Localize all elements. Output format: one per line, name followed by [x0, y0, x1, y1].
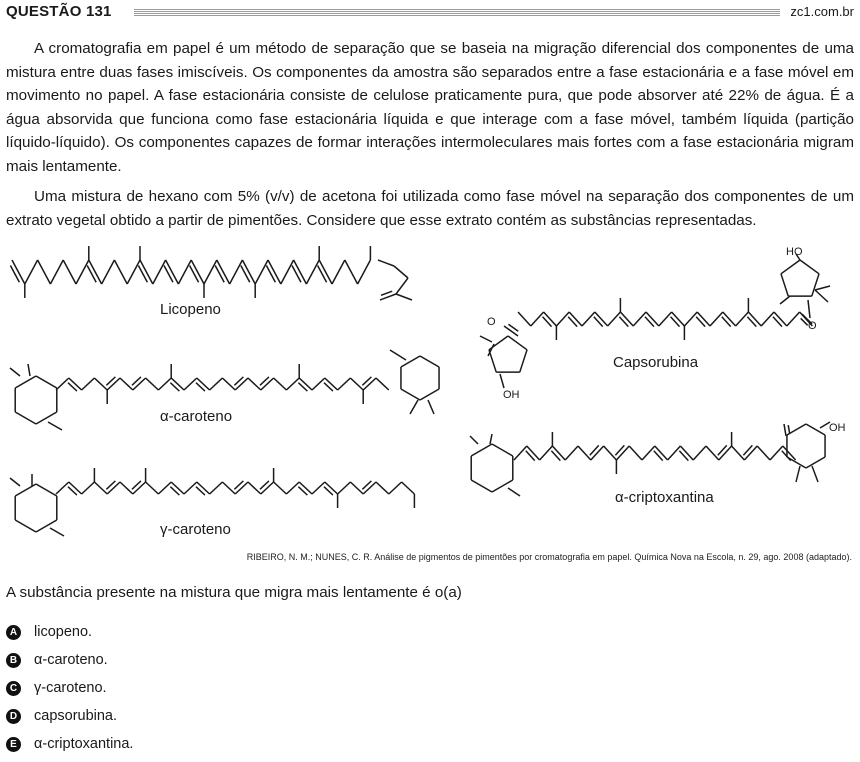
option-d[interactable]	[6, 706, 133, 734]
bond	[531, 312, 544, 326]
bond	[114, 260, 127, 284]
methyl	[470, 436, 478, 444]
option-b-letter: B	[6, 653, 21, 668]
licopeno-structure	[10, 246, 412, 300]
alpha-criptoxantina-oh-label: OH	[829, 422, 846, 434]
bond	[230, 260, 243, 284]
option-c[interactable]	[6, 678, 133, 706]
ring-bond	[492, 444, 513, 456]
bond	[38, 260, 51, 284]
ring-bond	[15, 484, 36, 496]
gamma-caroteno-label: γ-caroteno	[160, 521, 231, 538]
methyl	[812, 466, 818, 482]
bond	[261, 482, 274, 494]
capsorubina-label: Capsorubina	[613, 354, 699, 371]
bond	[565, 446, 578, 460]
bond	[255, 260, 268, 284]
bond	[376, 378, 389, 390]
bond	[184, 482, 197, 494]
bond	[578, 446, 591, 460]
double-bond	[215, 265, 224, 282]
double-bond	[10, 265, 19, 282]
methyl	[508, 488, 520, 496]
double-bond	[164, 265, 173, 282]
bond	[274, 378, 287, 390]
bond	[389, 482, 402, 494]
bond	[94, 378, 107, 390]
option-a-text: licopeno.	[34, 624, 93, 640]
ring-bond	[787, 457, 806, 468]
ring-bond	[36, 376, 57, 388]
ring-bond	[806, 424, 825, 435]
bond	[248, 378, 261, 390]
capsorubina-oh-label: OH	[503, 389, 520, 401]
bond	[133, 482, 146, 494]
ring-bond	[15, 412, 36, 424]
ring-bond	[471, 480, 492, 492]
bond	[556, 312, 569, 326]
bond	[394, 266, 408, 278]
bond	[540, 446, 553, 460]
bond	[299, 378, 312, 390]
bond	[107, 378, 120, 390]
methyl	[50, 528, 64, 536]
ring-bond	[508, 336, 527, 350]
bond	[659, 312, 672, 326]
option-d-letter: D	[6, 709, 21, 724]
bond	[184, 378, 197, 390]
bond	[345, 260, 358, 284]
capsorubina-o-left-label: O	[487, 316, 496, 328]
answer-options	[6, 622, 133, 762]
bond	[204, 260, 217, 284]
ring-bond	[420, 389, 439, 400]
bond	[363, 482, 376, 494]
bond	[178, 260, 191, 284]
methyl	[480, 336, 492, 342]
option-c-text: γ-caroteno.	[34, 680, 107, 696]
bond	[633, 312, 646, 326]
ring-bond	[781, 260, 800, 274]
option-b-text: α-caroteno.	[34, 652, 108, 668]
bond	[210, 482, 223, 494]
bond	[306, 260, 319, 284]
bond	[197, 482, 210, 494]
methyl	[48, 422, 62, 430]
bond	[69, 378, 82, 390]
bond	[358, 260, 371, 284]
bond	[286, 378, 299, 390]
header-divider	[134, 9, 780, 17]
bond	[50, 260, 63, 284]
source-reference: RIBEIRO, N. M.; NUNES, C. R. Análise de pigmentos de pimentões por cromatografia em papel. Química Nova na Escola, n. 29, ago. 2008 (adaptado).	[246, 552, 852, 562]
bond	[736, 312, 749, 326]
ring-bond	[36, 412, 57, 424]
bond	[235, 378, 248, 390]
option-c-letter: C	[6, 681, 21, 696]
alpha-criptoxantina-label: α-criptoxantina	[615, 489, 714, 506]
bond	[248, 482, 261, 494]
question-stem: A substância presente na mistura que migra mais lentamente é o(a)	[6, 584, 462, 601]
bond	[770, 446, 783, 460]
capsorubina-ho-label: HO	[786, 246, 803, 258]
bond	[668, 446, 681, 460]
option-e-letter: E	[6, 737, 21, 752]
bond	[222, 482, 235, 494]
oh-bond	[500, 374, 504, 388]
bond	[363, 378, 376, 390]
methyl	[10, 368, 20, 376]
bond	[120, 482, 133, 494]
double-bond	[138, 265, 147, 282]
bond	[761, 312, 774, 326]
bond	[378, 260, 394, 266]
bond	[299, 482, 312, 494]
bond	[350, 482, 363, 494]
option-a-letter: A	[6, 625, 21, 640]
licopeno-label: Licopeno	[160, 301, 221, 318]
option-b[interactable]	[6, 650, 133, 678]
methyl	[410, 400, 418, 414]
ring-bond	[420, 356, 439, 367]
structures-svg	[0, 238, 860, 548]
double-bond	[266, 265, 275, 282]
bond	[629, 446, 642, 460]
bond	[693, 446, 706, 460]
bond	[684, 312, 697, 326]
bond	[376, 482, 389, 494]
bond	[402, 482, 415, 494]
bond	[325, 482, 338, 494]
double-bond	[190, 265, 199, 282]
methyl	[815, 290, 828, 302]
bond	[312, 378, 325, 390]
bond	[82, 378, 95, 390]
ring-bond	[520, 350, 527, 372]
methyl	[796, 466, 800, 482]
bond	[56, 378, 69, 390]
bond	[396, 278, 408, 294]
double-bond	[788, 425, 789, 433]
bond	[757, 446, 770, 460]
bond	[338, 378, 351, 390]
ring-bond	[781, 274, 788, 296]
bond	[63, 260, 76, 284]
bond	[133, 378, 146, 390]
intro-paragraph: A cromatografia em papel é um método de separação que se baseia na migração diferencial dos componentes de uma mistura entre duas fases imiscíveis. Os componentes da amostra são separados entre a fase estacionária e a fase móvel em movimento no papel. A fase estacionária consiste de celulose praticamente pura, que pode absorver até 22% de água. É a água absorvida que funciona como fase estacionária líquida e que interage com a fase móvel, também líquida (partição líquido-líquido). Os componentes capazes de formar interações intermoleculares mais fortes com a fase estacionária migram mais lentamente.	[6, 40, 854, 175]
bond	[518, 312, 531, 326]
bond	[25, 260, 38, 284]
option-a[interactable]	[6, 622, 133, 650]
bond	[107, 482, 120, 494]
double-bond	[241, 265, 250, 282]
bond	[158, 378, 171, 390]
bond	[338, 482, 351, 494]
bond	[332, 260, 345, 284]
bond	[261, 378, 274, 390]
carbonyl	[808, 300, 810, 318]
methyl	[10, 478, 20, 486]
ring-bond	[492, 480, 513, 492]
bond	[171, 378, 184, 390]
double-bond	[318, 265, 327, 282]
bond	[56, 482, 69, 494]
question-header	[6, 3, 854, 21]
methyl	[490, 434, 492, 444]
methyl	[780, 296, 790, 304]
ring-bond	[15, 376, 36, 388]
bond	[76, 260, 89, 284]
bond	[274, 482, 287, 494]
bond	[82, 482, 95, 494]
ring-bond	[15, 520, 36, 532]
bond	[69, 482, 82, 494]
ring-bond	[401, 389, 420, 400]
bond	[582, 312, 595, 326]
ring-bond	[471, 444, 492, 456]
double-bond	[292, 265, 301, 282]
bond	[235, 482, 248, 494]
bond	[608, 312, 621, 326]
double-bond	[87, 265, 96, 282]
methyl	[28, 364, 30, 376]
bond	[642, 446, 655, 460]
capsorubina-o-right-label: O	[808, 320, 817, 332]
bond	[396, 294, 412, 300]
bond	[732, 446, 745, 460]
site-name: zc1.com.br	[790, 4, 854, 19]
ring-bond	[806, 457, 825, 468]
ring-bond	[401, 356, 420, 367]
bond	[514, 446, 527, 460]
methyl	[390, 350, 406, 360]
bond	[325, 378, 338, 390]
option-e-text: α-criptoxantina.	[34, 736, 134, 752]
bond	[312, 482, 325, 494]
question-title: QUESTÃO 131	[6, 3, 112, 20]
bond	[210, 378, 223, 390]
bond	[158, 482, 171, 494]
bond	[146, 482, 159, 494]
double-bond	[381, 291, 392, 295]
bond	[127, 260, 140, 284]
ring-bond	[800, 260, 819, 274]
ring-bond	[36, 484, 57, 496]
bond	[197, 378, 210, 390]
chemical-structures-figure	[0, 238, 860, 548]
bond	[281, 260, 294, 284]
bond	[94, 482, 107, 494]
bond	[222, 378, 235, 390]
bond	[787, 312, 800, 326]
bond	[350, 378, 363, 390]
bond	[153, 260, 166, 284]
bond	[504, 326, 518, 336]
option-e[interactable]	[6, 734, 133, 762]
methyl	[428, 400, 434, 414]
methyl	[815, 286, 830, 290]
bond	[604, 446, 617, 460]
alpha-criptoxantina-structure	[470, 422, 830, 496]
bond	[706, 446, 719, 460]
bond	[286, 482, 299, 494]
context-paragraph: Uma mistura de hexano com 5% (v/v) de acetona foi utilizada como fase móvel na separação dos componentes de um extrato vegetal obtido a partir de pimentões. Considere que esse extrato contém as substâncias representadas.	[6, 188, 854, 229]
bond	[784, 424, 786, 436]
bond	[120, 378, 133, 390]
bond	[710, 312, 723, 326]
bond	[171, 482, 184, 494]
option-d-text: capsorubina.	[34, 708, 118, 724]
bond	[146, 378, 159, 390]
alpha-caroteno-label: α-caroteno	[160, 408, 233, 425]
bond	[102, 260, 115, 284]
